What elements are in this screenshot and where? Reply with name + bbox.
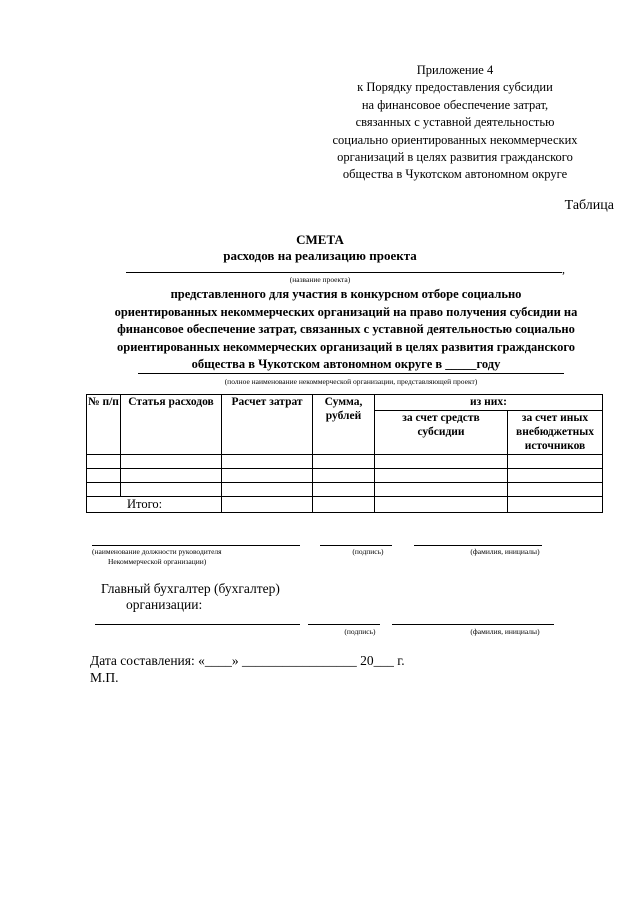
stamp-label: М.П. — [90, 670, 119, 685]
document-subtitle: расходов на реализацию проекта — [223, 248, 417, 263]
col-item-header: Статья расходов — [121, 395, 222, 455]
project-name-caption: (название проекта) — [289, 275, 351, 284]
purpose-line: общества в Чукотском автономном округе в _____году — [191, 357, 501, 372]
head-name-caption: (фамилия, инициалы) — [470, 547, 540, 556]
total-row — [87, 497, 603, 513]
purpose-line: ориентированных некоммерческих организаций на право получения субсидии на — [114, 304, 578, 319]
org-name-caption: (полное наименование некоммерческой организации, представляющей проект) — [224, 377, 478, 386]
appendix-line: Приложение 4 — [416, 63, 494, 77]
col-other-header: за счет иных внебюджетных источников — [508, 411, 603, 455]
accountant-org: организации: — [126, 597, 203, 612]
accountant-name-caption: (фамилия, инициалы) — [470, 627, 540, 636]
head-signature-caption: (подпись) — [352, 547, 384, 556]
table-cell[interactable] — [87, 483, 121, 497]
appendix-line: организаций в целях развития гражданского — [337, 150, 573, 165]
appendix-line: общества в Чукотском автономном округе — [342, 167, 568, 182]
date-line: Дата составления: «____» _________________ 20___ г. — [90, 653, 405, 668]
accountant-title: Главный бухгалтер (бухгалтер) — [101, 581, 280, 596]
table-row — [87, 455, 603, 469]
project-name-line — [126, 272, 562, 273]
head-name-line[interactable] — [414, 545, 542, 546]
accountant-position-line[interactable] — [95, 624, 300, 625]
col-of-which-header: из них: — [375, 395, 603, 411]
table-cell[interactable] — [87, 455, 121, 469]
appendix-line: связанных с уставной деятельностью — [355, 115, 555, 130]
purpose-line: ориентированных некоммерческих организаций в целях развития гражданского — [117, 339, 575, 354]
appendix-line: социально ориентированных некоммерческих — [332, 132, 578, 147]
table-cell[interactable] — [313, 455, 375, 469]
table-cell[interactable] — [508, 455, 603, 469]
table-cell[interactable] — [375, 469, 508, 483]
table-cell[interactable] — [375, 497, 508, 513]
head-signature-line[interactable] — [320, 545, 392, 546]
table-cell[interactable] — [375, 483, 508, 497]
table-cell[interactable] — [121, 455, 222, 469]
table-cell[interactable] — [222, 469, 313, 483]
purpose-line: представленного для участия в конкурсном отборе социально — [170, 287, 522, 301]
org-name-line — [138, 373, 564, 374]
table-cell[interactable] — [508, 483, 603, 497]
col-no-header: № п/п — [87, 395, 121, 455]
head-position-line[interactable] — [92, 545, 300, 546]
purpose-line: финансовое обеспечение затрат, связанных с уставной деятельностью социально — [117, 322, 575, 337]
accountant-name-line[interactable] — [392, 624, 554, 625]
table-cell[interactable] — [508, 497, 603, 513]
total-label: Итого: — [87, 497, 222, 513]
budget-table — [86, 394, 603, 513]
appendix-header — [300, 62, 610, 184]
col-subsidy-header: за счет средств субсидии — [375, 411, 508, 455]
appendix-line: к Порядку предоставления субсидии — [357, 80, 553, 95]
table-cell[interactable] — [222, 497, 313, 513]
head-position-caption: (наименование должности руководителя — [92, 547, 222, 556]
table-cell[interactable] — [222, 483, 313, 497]
accountant-signature-line[interactable] — [308, 624, 380, 625]
table-row — [87, 483, 603, 497]
project-name-comma: , — [562, 262, 565, 276]
table-cell[interactable] — [313, 483, 375, 497]
col-sum-header: Сумма, рублей — [313, 395, 375, 455]
table-row — [87, 469, 603, 483]
table-cell[interactable] — [121, 469, 222, 483]
table-cell[interactable] — [508, 469, 603, 483]
table-cell[interactable] — [222, 455, 313, 469]
table-label: Таблица — [564, 198, 614, 213]
col-calc-header: Расчет затрат — [222, 395, 313, 455]
purpose-text — [90, 286, 602, 374]
head-org-caption: Некоммерческой организации) — [108, 557, 207, 566]
table-cell[interactable] — [313, 469, 375, 483]
appendix-line: на финансовое обеспечение затрат, — [361, 97, 549, 112]
document-title: СМЕТА — [296, 232, 344, 247]
table-cell[interactable] — [313, 497, 375, 513]
table-cell[interactable] — [87, 469, 121, 483]
accountant-signature-caption: (подпись) — [344, 627, 376, 636]
table-cell[interactable] — [121, 483, 222, 497]
table-cell[interactable] — [375, 455, 508, 469]
